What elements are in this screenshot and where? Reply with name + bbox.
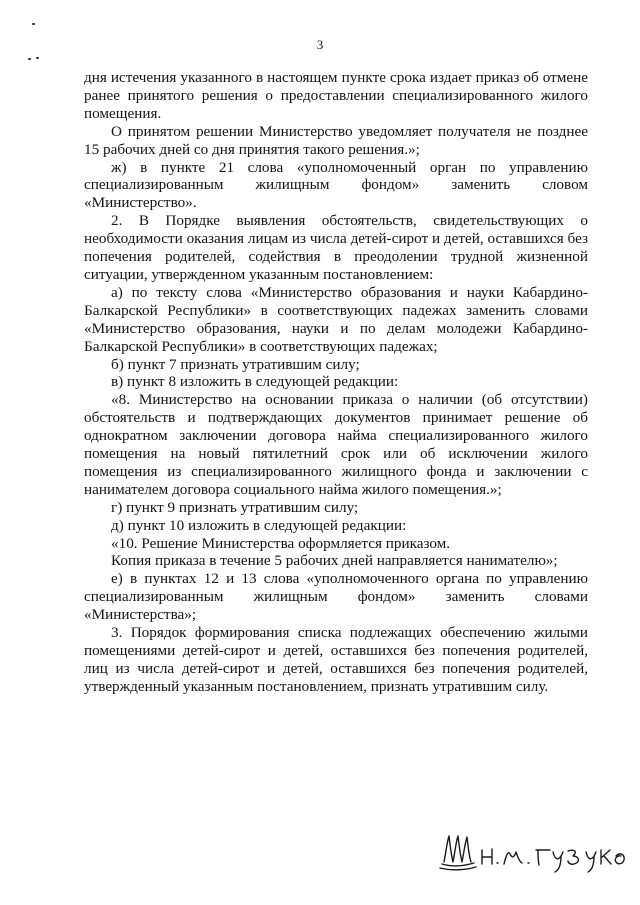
paragraph-item-e: е) в пунктах 12 и 13 слова «уполномоченного органа по управлению специализированным жилищным фондом» заменить словами «Министерства»; <box>84 570 588 624</box>
paragraph-item-g: г) пункт 9 признать утратившим силу; <box>111 498 359 516</box>
paragraph-notification: О принятом решении Министерство уведомляет получателя не позднее 15 рабочих дней со дня принятия такого решения.»; <box>84 122 588 158</box>
paragraph-item-a: а) по тексту слова «Министерство образования и науки Кабардино-Балкарской Республики» в соответствующих падежах заменить словами «Министерство образования, науки и по делам молодежи Кабардино-Балкарской Республики» в соответствующих падежах; <box>84 283 588 355</box>
paragraph-item-d: д) пункт 10 изложить в следующей редакции: <box>111 516 407 534</box>
paragraph-section-2: 2. В Порядке выявления обстоятельств, свидетельствующих о необходимости оказания лицам из числа детей-сирот и детей, оставшихся без попечения родителей, содействия в преодолении трудной жизненной ситуации, утвержденном указанным постановлением: <box>84 212 588 283</box>
paragraph-item-v: в) пункт 8 изложить в следующей редакции: <box>111 373 399 391</box>
paragraph-clause-8: «8. Министерство на основании приказа о наличии (об отсутствии) обстоятельств и подтверждающих документов принимает решение об однократном заключении договора найма специализированного жилого помещения на новый пятилетний срок или об исключении жилого помещения из специализированного жилищного фонда и заключении с нанимателем договора социального найма жилого помещения.»; <box>84 391 588 498</box>
paragraph-section-3: 3. Порядок формирования списка подлежащих обеспечению жилыми помещениями детей-сирот и детей, оставшихся без попечения родителей, лиц из числа детей-сирот и детей, оставшихся без попечения родителей, утвержденный указанным постановлением, признать утратившим силу. <box>84 624 588 695</box>
paragraph-clause-10: «10. Решение Министерства оформляется приказом. <box>111 534 451 552</box>
page-number: 3 <box>316 37 324 52</box>
paragraph-item-zh: ж) в пункте 21 слова «уполномоченный орган по управлению специализированным жилищным фондом» заменить словом «Министерство». <box>84 158 588 212</box>
paragraph-continuation: дня истечения указанного в настоящем пункте срока издает приказ об отмене ранее принятого решения о предоставлении специализированного жилого помещения. <box>84 69 588 122</box>
document-body <box>84 69 588 696</box>
paragraph-item-b: б) пункт 7 признать утратившим силу; <box>111 355 360 373</box>
paragraph-copy-order: Копия приказа в течение 5 рабочих дней направляется нанимателю»; <box>111 552 558 570</box>
handwritten-signature <box>438 832 628 881</box>
